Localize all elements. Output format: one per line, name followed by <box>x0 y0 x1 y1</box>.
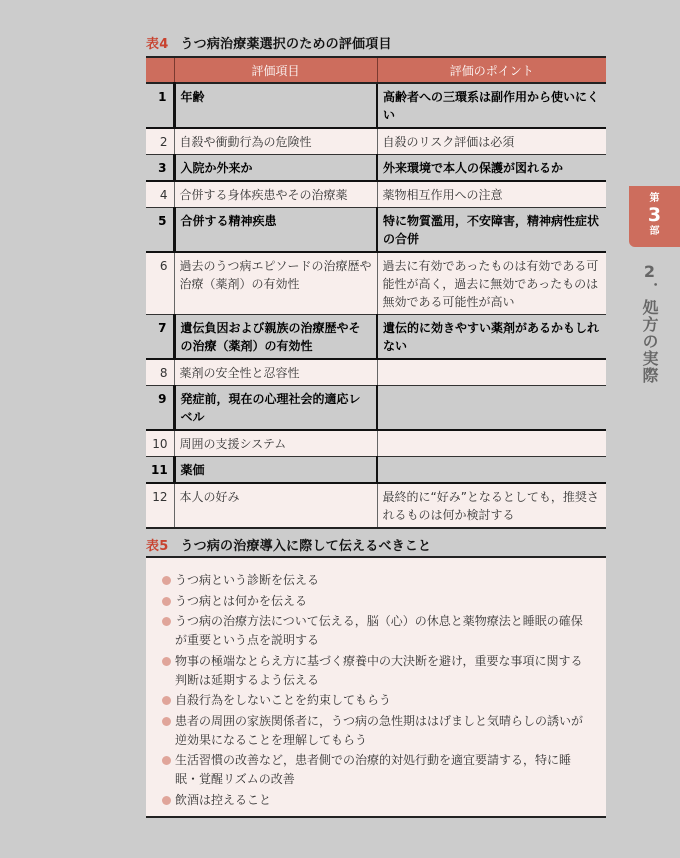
row-number: 5 <box>146 208 174 253</box>
header-point: 評価のポイント <box>377 57 606 83</box>
bullet-icon <box>162 657 171 666</box>
row-point: 高齢者への三環系は副作用から使いにくい <box>377 83 606 128</box>
bullet-icon <box>162 617 171 626</box>
table-row <box>146 181 606 208</box>
chapter-title: 2．処方の実際 <box>640 262 659 384</box>
row-number: 1 <box>146 83 174 128</box>
part-number: 3 <box>647 204 662 226</box>
row-item: 本人の好み <box>174 483 377 528</box>
row-point <box>377 430 606 457</box>
table4 <box>146 56 606 529</box>
list-item-text: 患者の周囲の家族関係者に，うつ病の急性期ははげましと気晴らしの誘いが逆効果になることを理解してもらう <box>175 713 584 747</box>
table4-label: 表4 <box>146 37 169 52</box>
row-item: 過去のうつ病エピソードの治療歴や治療（薬剤）の有効性 <box>174 252 377 315</box>
list-item <box>164 592 594 611</box>
table4-title: うつ病治療薬選択のための評価項目 <box>180 37 392 52</box>
row-point: 過去に有効であったものは有効である可能性が高く，過去に無効であったものは無効である可能性が高い <box>377 252 606 315</box>
table5-title: うつ病の治療導入に際して伝えるべきこと <box>180 539 432 554</box>
row-number: 10 <box>146 430 174 457</box>
list-item <box>164 652 594 690</box>
part-suffix: 部 <box>649 226 660 237</box>
list-item <box>164 612 594 650</box>
list-item-text: 物事の極端なとらえ方に基づく療養中の大決断を避け，重要な事項に関する判断は延期するよう伝える <box>175 653 583 687</box>
table-row <box>146 386 606 431</box>
row-point <box>377 457 606 484</box>
header-item: 評価項目 <box>174 57 377 83</box>
row-number: 11 <box>146 457 174 484</box>
row-point: 薬物相互作用への注意 <box>377 181 606 208</box>
row-point: 特に物質濫用，不安障害，精神病性症状の合併 <box>377 208 606 253</box>
row-item: 合併する精神疾患 <box>174 208 377 253</box>
row-item: 周囲の支援システム <box>174 430 377 457</box>
list-item <box>164 691 594 710</box>
bullet-icon <box>162 597 171 606</box>
list-item-text: 自殺行為をしないことを約束してもらう <box>175 693 392 707</box>
row-item: 入院か外来か <box>174 155 377 182</box>
table-row <box>146 128 606 155</box>
row-point <box>377 386 606 431</box>
row-item: 自殺や衝動行為の危険性 <box>174 128 377 155</box>
row-item: 薬価 <box>174 457 377 484</box>
bullet-icon <box>162 796 171 805</box>
part-tab <box>629 186 680 247</box>
table5-list <box>146 558 606 810</box>
list-item-text: うつ病とは何かを伝える <box>175 593 308 608</box>
table4-caption <box>146 33 392 52</box>
row-item: 合併する身体疾患やその治療薬 <box>174 181 377 208</box>
row-point: 自殺のリスク評価は必須 <box>377 128 606 155</box>
row-number: 6 <box>146 252 174 315</box>
table5-box <box>146 556 606 818</box>
row-item: 薬剤の安全性と忍容性 <box>174 359 377 386</box>
list-item-text: 飲酒は控えること <box>175 792 272 807</box>
table-row <box>146 483 606 528</box>
row-item: 年齢 <box>174 83 377 128</box>
row-number: 3 <box>146 155 174 182</box>
table5-caption <box>146 535 431 554</box>
row-point: 遺伝的に効きやすい薬剤があるかもしれない <box>377 315 606 360</box>
table5-label: 表5 <box>146 539 169 554</box>
table-row <box>146 208 606 253</box>
table-row <box>146 359 606 386</box>
part-prefix: 第 <box>649 193 660 204</box>
row-number: 12 <box>146 483 174 528</box>
list-item <box>164 751 594 789</box>
table-row <box>146 315 606 360</box>
row-number: 9 <box>146 386 174 431</box>
list-item-text: 生活習慣の改善など，患者側での治療的対処行動を適宜要請する，特に睡眠・覚醒リズムの改善 <box>175 753 572 786</box>
table-row <box>146 155 606 182</box>
row-number: 7 <box>146 315 174 360</box>
bullet-icon <box>162 756 171 765</box>
row-point: 外来環境で本人の保護が図れるか <box>377 155 606 182</box>
table-row <box>146 83 606 128</box>
row-item: 遺伝負因および親族の治療歴やその治療（薬剤）の有効性 <box>174 315 377 360</box>
list-item <box>164 791 594 810</box>
table-row <box>146 457 606 484</box>
bullet-icon <box>162 696 171 705</box>
bullet-icon <box>162 717 171 726</box>
list-item-text: うつ病という診断を伝える <box>175 573 320 587</box>
list-item <box>164 712 594 750</box>
bullet-icon <box>162 576 171 585</box>
table-row <box>146 430 606 457</box>
row-number: 2 <box>146 128 174 155</box>
list-item-text: うつ病の治療方法について伝える，脳（心）の休息と薬物療法と睡眠の確保が重要という点を説明する <box>175 614 583 647</box>
row-item: 発症前，現在の心理社会的適応レベル <box>174 386 377 431</box>
table-row <box>146 252 606 315</box>
row-point <box>377 359 606 386</box>
row-point: 最終的に“好み”となるとしても，推奨されるものは何か検討する <box>377 483 606 528</box>
list-item <box>164 571 594 590</box>
row-number: 8 <box>146 359 174 386</box>
header-num <box>146 57 174 83</box>
table4-header-row <box>146 57 606 83</box>
row-number: 4 <box>146 181 174 208</box>
